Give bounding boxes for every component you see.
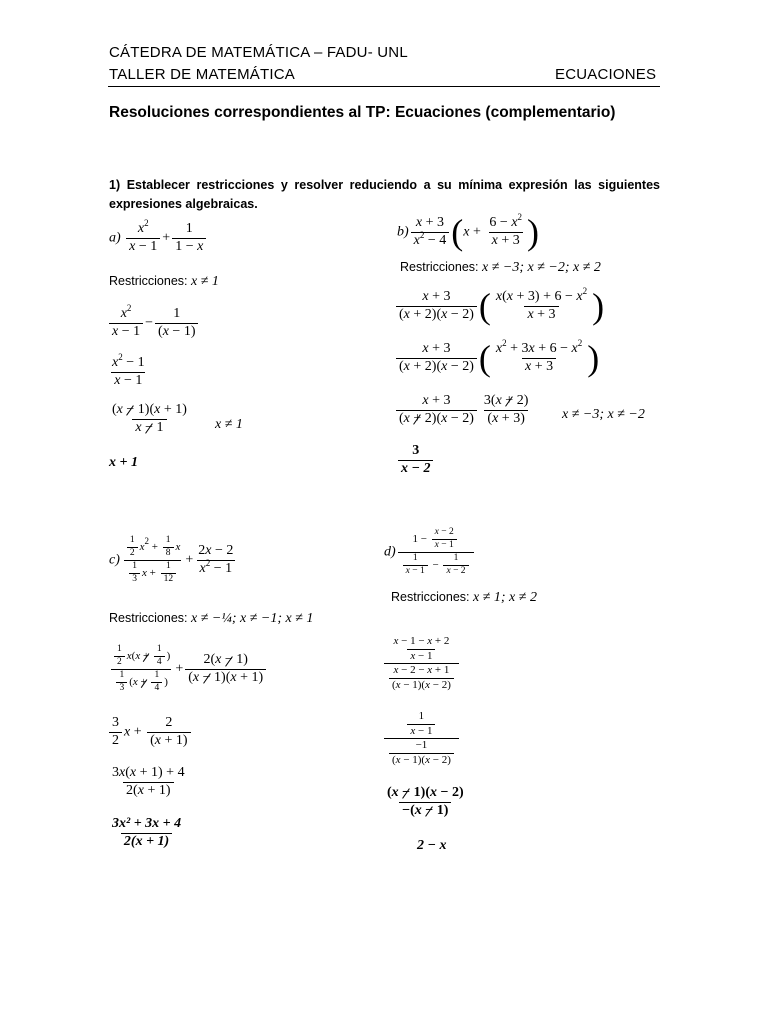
exercise-c-result-num: 3x² + 3x + 4: [112, 816, 182, 831]
exercise-a-step2: $\frac{x^2 - 1}{x - 1}$: [112, 352, 145, 388]
exercise-a-restriction-value: x ≠ 1: [190, 274, 219, 289]
exercise-instruction: 1) Establecer restricciones y resolver reduciendo a su mínima expresión las siguientes expresiones algebraicas.: [109, 178, 660, 211]
exercise-b-result-num: 3: [412, 443, 420, 458]
exercise-b-step1: $\frac{x + 3}{(x + 2)(x - 2)}$ ( $\frac{x(x + 3) + 6 - x^2}{x + 3}$ ): [394, 290, 604, 322]
exercise-b-statement: b) $\frac{x + 3}{x^2 - 4}$ (x + $\frac{6 - x^2}{x + 3}$ ): [397, 211, 540, 252]
header-rule: [108, 86, 660, 87]
exercise-c-result-den: 2(x + 1): [121, 833, 172, 850]
exercise-a-statement: a) $\frac{x^2}{x - 1}$ + $\frac{1}{1 - x}$: [109, 222, 208, 254]
exercise-b-result-den: x − 2: [398, 460, 433, 477]
exercise-b-result: [396, 444, 435, 476]
exercise-b-step3: $\frac{x + 3}{(x + 2)(x - 2)}$ $\frac{3(x + 2)}{(x + 3)}$: [394, 394, 533, 426]
exercise-b-side-restriction: x ≠ −3; x ≠ −2: [562, 407, 645, 422]
exercise-a-result: x + 1: [109, 455, 138, 470]
exercise-d-restriction-value: x ≠ 1; x ≠ 2: [472, 590, 537, 605]
header-line2-right: ECUACIONES: [555, 66, 657, 83]
exercise-b-step2: $\frac{x + 3}{(x + 2)(x - 2)}$ ( $\frac{x^2 + 3x + 6 - x^2}{x + 3}$ ): [394, 342, 599, 374]
exercise-d-step1: $\frac{\frac{x - 1 - x + 2}{x - 1}}{\frac{x - 2 - x + 1}{(x - 1)(x - 2)}}$: [382, 636, 461, 691]
exercise-c-label: c): [109, 552, 120, 568]
exercise-b-restriction-label: Restricciones:: [400, 260, 479, 274]
page-subtitle: Resoluciones correspondientes al TP: Ecuaciones (complementario): [109, 104, 616, 121]
exercise-c-statement: c) $\frac{1}{2}$ $x^2$ + $\frac{1}{8}$ x $\frac{1}{3}$ x + $\frac{1}{12}$ + $\frac{2x - 2}{x^2 - 1}$: [109, 535, 234, 584]
exercise-a-step1: $\frac{x^2}{x - 1}$ − $\frac{1}{(x - 1)}$: [107, 307, 200, 339]
exercise-c-step1: $\frac{1}{2}$ x(x + $\frac{1}{4}$ ) $\frac{1}{3}$ (x + $\frac{1}{4}$ ) + $\frac{2(x - 1)}{(x - 1)(x + 1)}$: [107, 645, 268, 694]
exercise-d-label: d): [384, 544, 396, 560]
exercise-c-restriction-label: Restricciones:: [109, 611, 188, 625]
exercise-c-step3: $\frac{3x(x + 1) + 4}{2(x + 1)}$: [112, 765, 185, 798]
exercise-a-restriction-label: Restricciones:: [109, 274, 188, 288]
exercise-c-result: [107, 817, 186, 849]
exercise-d-restrictions: [391, 590, 537, 606]
exercise-a-step3: $\frac{(x - 1)(x + 1)}{x - 1}$: [112, 402, 187, 435]
exercise-b-label: b): [397, 224, 409, 240]
exercise-d-statement: d) 1 − $\frac{x - 2}{x - 1}$ $\frac{1}{x - 1}$ − $\frac{1}{x - 2}$: [384, 528, 476, 577]
exercise-a-restrictions: [109, 274, 219, 290]
exercise-d-step3: $\frac{(x - 1)(x - 2)}{-(x - 1)}$: [387, 785, 464, 818]
exercise-a-label: a): [109, 230, 121, 246]
header-line2-left: TALLER DE MATEMÁTICA: [109, 66, 295, 83]
header-line1: CÁTEDRA DE MATEMÁTICA – FADU- UNL: [109, 44, 408, 61]
exercise-d-restriction-label: Restricciones:: [391, 590, 470, 604]
exercise-c-step2: $\frac{3}{2}$ x + $\frac{2}{(x + 1)}$: [107, 716, 193, 748]
exercise-c-restriction-value: x ≠ −¼; x ≠ −1; x ≠ 1: [190, 611, 314, 626]
exercise-b-restrictions: [400, 260, 601, 276]
exercise-a-side-restriction: x ≠ 1: [215, 417, 243, 432]
exercise-c-restrictions: [109, 611, 313, 627]
exercise-d-step2: $\frac{\frac{1}{x - 1}}{\frac{-1}{(x - 1)(x - 2)}}$: [382, 711, 461, 766]
exercise-b-restriction-value: x ≠ −3; x ≠ −2; x ≠ 2: [481, 260, 601, 275]
exercise-d-result: 2 − x: [417, 838, 447, 853]
